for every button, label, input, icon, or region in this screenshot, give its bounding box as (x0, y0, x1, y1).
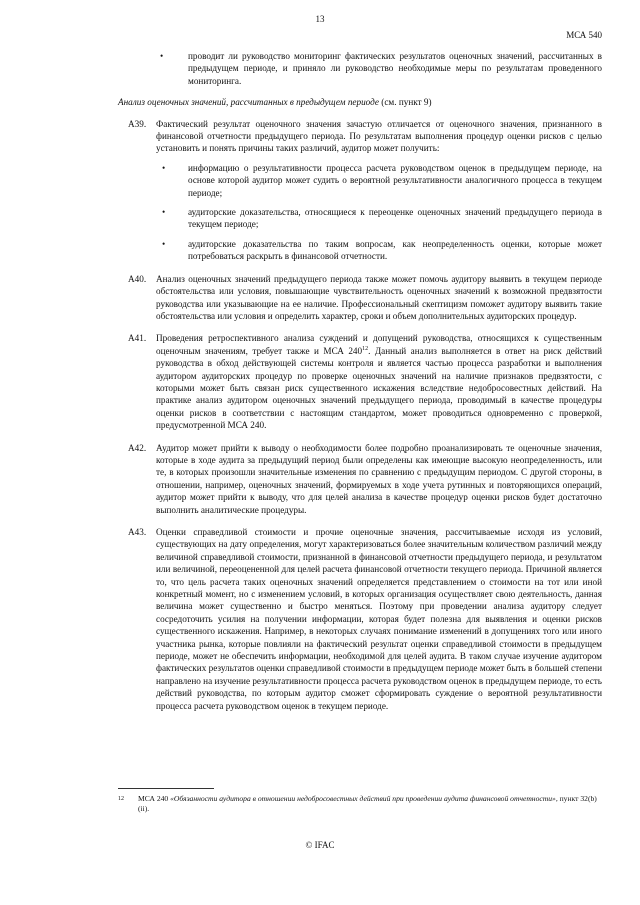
intro-bullet (118, 50, 602, 87)
main-content (118, 50, 602, 722)
footnote-prefix: МСА 240 (138, 794, 171, 803)
paragraph-text: Фактический результат оценочного значения зачастую отличается от оценочного значения, признанного в финансовой отчетности предыдущего периода. По результатам выполнения процедур оценки рисков с целью установить и понять причины таких различий, аудитор может получить: (156, 118, 602, 154)
list-item-text: аудиторские доказательства по таким вопросам, как неопределенность оценки, которые может потребоваться раскрыть в финансовой отчетности. (188, 238, 602, 262)
list-item (156, 206, 602, 231)
section-heading-ref: (см. пункт 9) (379, 97, 432, 108)
bullet-icon: • (162, 162, 166, 173)
footnote-title: «Обязанности аудитора в отношении недобросовестных действий при проведении аудита финансовой отчетности», (170, 794, 558, 803)
paragraph-text: Оценки справедливой стоимости и прочие оценочные значения, рассчитываемые исходя из условий, существующих на дату определения, могут характеризоваться более значительным количеством различий между величиной справедливой стоимости, признанной в финансовой отчетности предыдущего периода, и результатом или величиной, переоцененной для целей расчета финансовой отчетности текущего периода. Причиной является то, что цель расчета таких оценочных значений определяется представлением о стоимости на тот или иной конкретный момент, но с изменением условий, в которых организация осуществляет свою деятельность, данная величина может существенно и быстро меняться. Поэтому при проведении анализа аудитору следует сосредоточить усилия на получении информации, которая будет полезна для выявления и оценки рисков существенного искажения. Например, в некоторых случаях понимание изменений в допущениях того или иного участника рынка, которые повлияли на фактический результат оценки справедливой стоимости в предыдущем периоде, может не обеспечить информации, необходимой для целей аудита. В таком случае изучение аудитором фактических результатов оценки справедливой стоимости в предыдущем периоде может быть в большей степени направлено на изучение результативности процесса расчета руководством оценок в предыдущем периоде, то есть действий руководства, по которым аудитор сможет сформировать суждение о вероятной результативности процесса расчета руководством оценок в текущем периоде. (156, 527, 602, 711)
list-item-text: информацию о результативности процесса расчета руководством оценок в предыдущем периоде, на основе которой аудитор может судить о вероятной результативности аналогичного процесса в текущем периоде; (188, 162, 602, 198)
copyright: © IFAC (305, 840, 335, 850)
footnote-mark: 12 (118, 796, 124, 802)
paragraph-text-start: Проведения ретроспективного анализа суждений и допущений руководства, относящихся к существенным оценочным значениям, требует также и МСА 240 (156, 333, 602, 356)
paragraph-text: Аудитор может прийти к выводу о необходимости более подробно проанализировать те оценочные значения, которые в ходе аудита за предыдущий период были определены как имеющие высокую неопределенность, или те, в которых произошли значительные изменения по сравнению с предыдущим периодом. С другой стороны, в отношении, например, оценочных значений, формируемых в ходе учета рутинных и повторяющихся операций, аудитор может прийти к выводу, что для целей анализа в качестве процедур оценки рисков будет достаточно выполнить аналитические процедуры. (156, 442, 602, 515)
footnote-suffix: пункт 32(b)(ii). (138, 794, 597, 814)
bullet-icon: • (160, 51, 164, 61)
paragraph-number: A42. (128, 442, 147, 453)
bullet-icon: • (162, 238, 166, 249)
paragraph-a39 (118, 118, 602, 263)
list-item (156, 162, 602, 199)
paragraph-text: Анализ оценочных значений предыдущего периода также может помочь аудитору выявить в текущем периоде обстоятельства или условия, повышающие чувствительность оценочных значений к возможной предвзятости руководства или указывающие на ее наличие. Профессиональный скептицизм поможет аудитору выявить такие обстоятельства или условия и определить характер, сроки и объем дополнительных аудиторских процедур. (156, 273, 602, 321)
paragraph-number: A39. (128, 118, 147, 129)
footnote-reference[interactable]: 12 (362, 345, 369, 352)
footnote-text (118, 794, 602, 815)
paragraph-a43 (118, 526, 602, 712)
footnote-divider (118, 788, 214, 789)
paragraph-text (156, 332, 602, 431)
paragraph-number: A41. (128, 333, 147, 344)
section-heading (118, 96, 602, 108)
page-number: 13 (315, 14, 325, 24)
document-code: МСА 540 (566, 30, 602, 40)
list-item (156, 238, 602, 263)
paragraph-text-end: . Данный анализ выполняется в ответ на риск действий руководства в обход действующей системы контроля и является частью процесса разработки и выполнения аудитором аудиторских процедур по проверке оценочных значений на наличие признаков предвзятости, с которыми может быть связан риск существенного искажения вследствие недобросовестных действий. На практике анализ аудитором оценочных значений предыдущего периода, проводимый в качестве процедуры оценки рисков в соответствии с настоящим стандартом, может проводиться одновременно с проверкой, предусмотренной МСА 240. (156, 345, 602, 431)
paragraph-a42 (118, 442, 602, 516)
paragraph-a41 (118, 332, 602, 431)
section-heading-italic: Анализ оценочных значений, рассчитанных в предыдущем периоде (118, 97, 379, 108)
intro-bullet-text: проводит ли руководство мониторинг фактических результатов оценочных значений, рассчитанных в предыдущем периоде, и приняло ли руководство необходимые меры по результатам проведенного мониторинга. (188, 51, 602, 86)
list-item-text: аудиторские доказательства, относящиеся к переоценке оценочных значений предыдущего периода в текущем периоде; (188, 207, 602, 230)
paragraph-a40 (118, 273, 602, 323)
paragraph-number: A43. (128, 527, 147, 537)
paragraph-number: A40. (128, 273, 147, 284)
footnote (118, 794, 602, 815)
bullet-icon: • (162, 207, 166, 218)
